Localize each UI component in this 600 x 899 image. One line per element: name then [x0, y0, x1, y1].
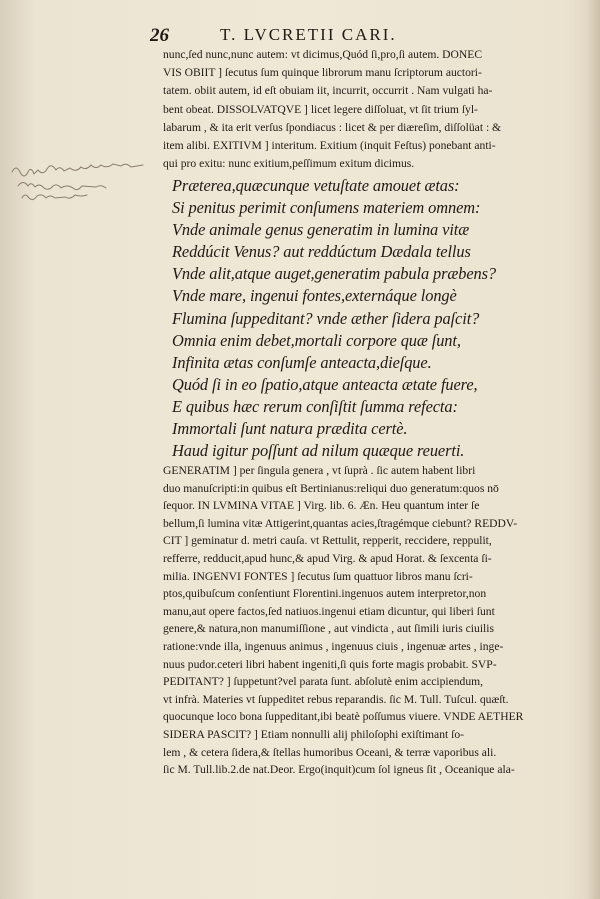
verse-line: Quód ſi in eo ſpatio,atque anteacta ætate fuere,: [172, 374, 478, 394]
commentary-top: [163, 46, 573, 173]
commentary-line: duo manuſcripti:in quibus eſt Bertinianus:reliqui duo generatum:quos nō: [163, 481, 499, 495]
commentary-line: qui pro exitu: nunc exitium,peſſimum exitum dicimus.: [163, 157, 415, 171]
commentary-line: bent obeat. DISSOLVATQVE ] licet legere diſſoluat, vt ſit trium ſyl-: [163, 102, 478, 116]
verse-line: Infinita ætas conſumſe anteacta,dieſque.: [172, 352, 432, 372]
verse-line: Si penitus perimit conſumens materiem omnem:: [172, 198, 481, 218]
verse-line: Flumina ſuppeditant? vnde æther ſidera paſcit?: [172, 308, 480, 328]
commentary-line: milia. INGENVI FONTES ] ſecutus ſum quattuor libros manu ſcri-: [163, 569, 473, 583]
commentary-line: ſic M. Tull.lib.2.de nat.Deor. Ergo(inquit)cum ſol igneus ſit , Oceanique ala-: [163, 763, 515, 777]
handwritten-marginal-note: [8, 160, 178, 210]
commentary-line: item alibi. EXITIVM ] interitum. Exitium (inquit Feſtus) ponebant anti-: [163, 139, 496, 153]
verse-line: Haud igitur poſſunt ad nilum quæque reuerti.: [172, 441, 465, 461]
commentary-line: tatem. obiit autem, id eſt obuiam iit, incurrit, occurrit . Nam vulgati ha-: [163, 84, 493, 98]
verse-line: Omnia enim debet,mortali corpore quæ ſunt,: [172, 330, 461, 350]
verse-line: Præterea,quæcunque vetuſtate amouet ætas:: [172, 176, 460, 195]
commentary-line: refferre, redducit,apud hunc,& apud Virg. & apud Horat. & ſexcenta ſi-: [163, 551, 492, 565]
verse-line: Reddúcit Venus? aut reddúctum Dædala tellus: [172, 242, 471, 262]
verse-line: Immortali ſunt natura prædita certè.: [172, 419, 408, 439]
commentary-line: ratione:vnde illa, ingenuus animus , ingenuus ciuis , ingenuæ artes , inge-: [163, 639, 504, 653]
commentary-line: nunc,ſed nunc,nunc autem: vt dicimus,Quód ſi,pro,ſi autem. DONEC: [163, 48, 483, 61]
verse-block: [172, 176, 532, 463]
page-number: 26: [150, 25, 169, 46]
running-head: [150, 25, 530, 47]
commentary-line: CIT ] geminatur d. metri cauſa. vt Rettulit, repperit, reccidere, reppulit,: [163, 534, 492, 548]
commentary-line: nuus pudor.ceteri libri habent ingeniti,ſi quis forte magis probabit. SVP-: [163, 657, 497, 671]
commentary-line: genere,& natura,non manumiſſione , aut vindicta , aut ſimili iuris ciuilis: [163, 622, 494, 636]
commentary-line: quocunque loco bona ſuppeditant,ibi beatè poſſumus viuere. VNDE AETHER: [163, 710, 524, 724]
commentary-line: VIS OBIIT ] ſecutus ſum quinque librorum manu ſcriptorum auctori-: [163, 66, 482, 80]
running-title: T. LVCRETII CARI.: [220, 25, 397, 44]
commentary-line: vt infrà. Materies vt ſuppeditet rebus reparandis. ſic M. Tull. Tuſcul. quæſt.: [163, 692, 509, 706]
commentary-line: manu,aut opere factos,ſed natiuos.ingenui etiam dicuntur, qui liberi ſunt: [163, 604, 495, 618]
commentary-line: lem , & cetera ſidera,& ſtellas humoribus Oceani, & terræ vaporibus ali.: [163, 745, 497, 759]
commentary-line: GENERATIM ] per ſingula genera , vt ſuprà . ſic autem habent libri: [163, 464, 476, 477]
commentary-line: labarum , & ita erit verſus ſpondiacus : licet & per diæreſim, diſſolüat : &: [163, 120, 502, 134]
commentary-bottom: [163, 462, 573, 779]
verse-line: Vnde animale genus generatim in lumina vitæ: [172, 220, 470, 240]
verse-line: Vnde alit,atque auget,generatim pabula præbens?: [172, 264, 496, 284]
verse-line: E quibus hæc rerum conſiſtit ſumma refecta:: [172, 396, 458, 416]
commentary-line: bellum,ſi lumina vitæ Attigerint,quantas acies,ſtragémque ciebunt? REDDV-: [163, 516, 518, 530]
commentary-line: SIDERA PASCIT? ] Etiam nonnulli alij philoſophi exiſtimant ſo-: [163, 727, 465, 741]
handwriting-scribble: [8, 160, 178, 210]
commentary-line: ptos,quibuſcum conſentiunt Florentini.ingenuos autem interpretor,non: [163, 587, 487, 601]
verse-line: Vnde mare, ingenui fontes,externáque longè: [172, 286, 457, 306]
commentary-line: PEDITANT? ] ſuppetunt?vel parata ſunt. abſolutè enim accipiendum,: [163, 675, 484, 689]
commentary-line: ſequor. IN LVMINA VITAE ] Virg. lib. 6. Æn. Heu quantum inter ſe: [163, 499, 480, 513]
